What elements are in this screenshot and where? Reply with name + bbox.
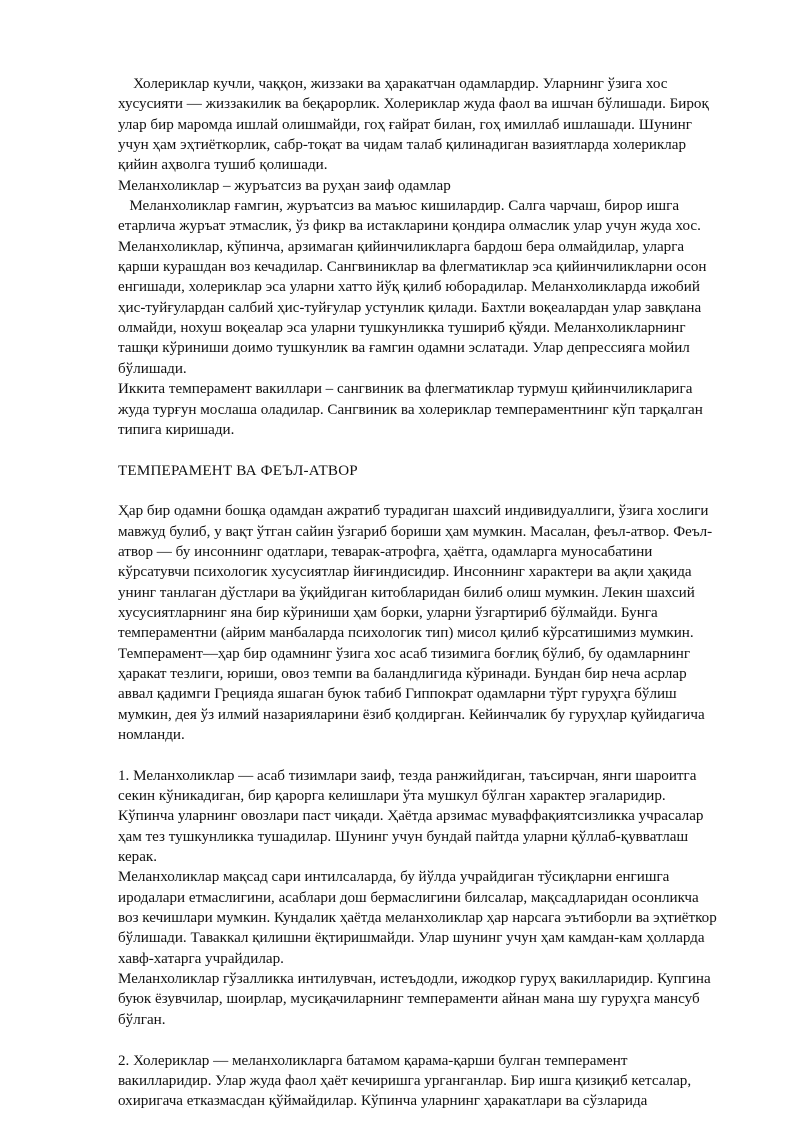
paragraph-melancholics-3: Меланхоликлар гўзалликка интилувчан, истеъдодли, ижодкор гуруҳ вакилларидир. Купгина буюк ёзувчилар, шоирлар, мусиқачиларнинг темпераменти айнан мана шу гуруҳга мансуб бўлган. — [118, 971, 715, 1028]
paragraph-sanguine-phlegmatic: Иккита темперамент вакиллари – сангвиник ва флегматиклар турмуш қийинчиликларига жуда турғун мослаша оладилар. Сангвиник ва холериклар темпераментнинг кўп тарқалган типига киришади. — [118, 381, 707, 438]
blank-line — [118, 745, 720, 765]
paragraph-temperament-definition: Темперамент—ҳар бир одамнинг ўзига хос асаб тизимига боғлиқ бўлиб, бу одамларнинг ҳаракат тезлиги, юриши, овоз темпи ва баландлигида кўринади. Бундан бир неча асрлар аввал қадимги Грецияда яшаган буюк табиб Гиппократ одамларни тўрт гуруҳга бўлиш мумкин, дея ўз илмий назарияларини ёзиб қолдирган. Кейинчалик бу гуруҳлар қуйидагича номланди. — [118, 645, 709, 743]
paragraph-melancholic-description: Меланхоликлар ғамгин, журъатсиз ва маъюс кишилардир. Салга чарчаш, бирор ишга етарлича журъат этмаслик, ўз фикр ва истакларини қондира олмаслик улар учун жуда хос. Меланхоликлар, кўпинча, арзимаган қийинчиликларга бардош бера олмайдилар, уларга қарши курашдан воз кечадилар. Сангвиниклар ва флегматиклар эса қийинчиликларни осон енгишади, холериклар эса уларни хатто йўқ қилиб юборадилар. Меланхоликларда ижобий ҳис-туйғулардан салбий ҳис-туйғулар устунлик қилади. Бахтли воқеалардан улар завқлана олмайди, нохуш воқеалар эса уларни тушкунликка тушириб қўяди. Меланхоликларнинг ташқи кўриниши доимо тушкунлик ва ғамгин одамни эслатади. Улар депрессияга мойил бўлишади. — [118, 198, 711, 377]
paragraph-choleric-intro: Холериклар кучли, чаққон, жиззаки ва ҳаракатчан одамлардир. Уларнинг ўзига хос хусусияти — жиззакилик ва беқарорлик. Холериклар жуда фаол ва ишчан бўлишади. Бироқ улар бир маромда ишлай олишмайди, гоҳ ғайрат билан, гоҳ имиллаб ишлашади. Шунинг учун ҳам эҳтиёткорлик, сабр-тоқат ва чидам талаб қилинадиган вазиятларда холериклар қийин аҳволга тушиб қолишади. — [118, 76, 713, 174]
paragraph-individuality: Ҳар бир одамни бошқа одамдан ажратиб турадиган шахсий индивидуаллиги, ўзига хослиги мавжуд булиб, у вақт ўтган сайин ўзгариб бориши ҳам мумкин. Масалан, феъл-атвор. Феъл-атвор — бу инсоннинг одатлари, теварак-атрофга, ҳаётга, одамларга муносабатини кўрсатувчи психологик хусусиятлар йиғиндисидир. Инсоннинг характери ва ақли ҳақида унинг танлаган дўстлари ва ўқийдиган китобларидан билиб олиш мумкин. Лекин шахсий хусусиятларнинг яна бир кўриниши ҳам борки, уларни ўзгартириб бўлмайди. Бунга темпераментни (айрим манбаларда психологик тип) мисол қилиб кўрсатишимиз мумкин. — [118, 503, 713, 642]
blank-line — [118, 1030, 720, 1050]
paragraph-melancholics-1: 1. Меланхоликлар — асаб тизимлари заиф, тезда ранжийдиган, таъсирчан, янги шароитга секин кўникадиган, бир қарорга келишлари ўта мушкул бўлган характер эгаларидир. Кўпинча уларнинг овозлари паст чиқади. Ҳаётда арзимас муваффақиятсизликка учрасалар ҳам тез тушкунликка тушадилар. Шунинг учун бундай пайтда уларни қўллаб-қувватлаш керак. — [118, 767, 708, 866]
blank-line — [118, 440, 720, 460]
subheading-melancholic: Меланхоликлар – журъатсиз ва руҳан заиф одамлар — [118, 177, 451, 194]
blank-line — [118, 481, 720, 501]
paragraph-melancholics-2: Меланхоликлар мақсад сари интилсаларда, бу йўлда учрайдиган тўсиқларни енгишга иродалари етмаслигини, асаблари дош бермаслигини билсалар, мақсадларидан осонликча воз кечишлари мумкин. Кундалик ҳаётда меланхоликлар ҳар нарсага эътиборли ва эҳтиёткор бўлишади. Таваккал қилишни ёқтиришмайди. Улар шунинг учун ҳам камдан-кам ҳолларда хавф-хатарга учрайдилар. — [118, 869, 721, 967]
paragraph-cholerics: 2. Холериклар — меланхоликларга батамом қарама-қарши булган темперамент вакилларидир. Улар жуда фаол ҳаёт кечиришга урганганлар. Бир ишга қизиқиб кетсалар, охиригача етказмасдан қўймайдилар. Кўпинча уларнинг ҳаракатлари ва сўзларида — [118, 1052, 695, 1110]
section-heading: ТЕМПЕРАМЕНТ ВА ФЕЪЛ-АТВОР — [118, 462, 358, 479]
